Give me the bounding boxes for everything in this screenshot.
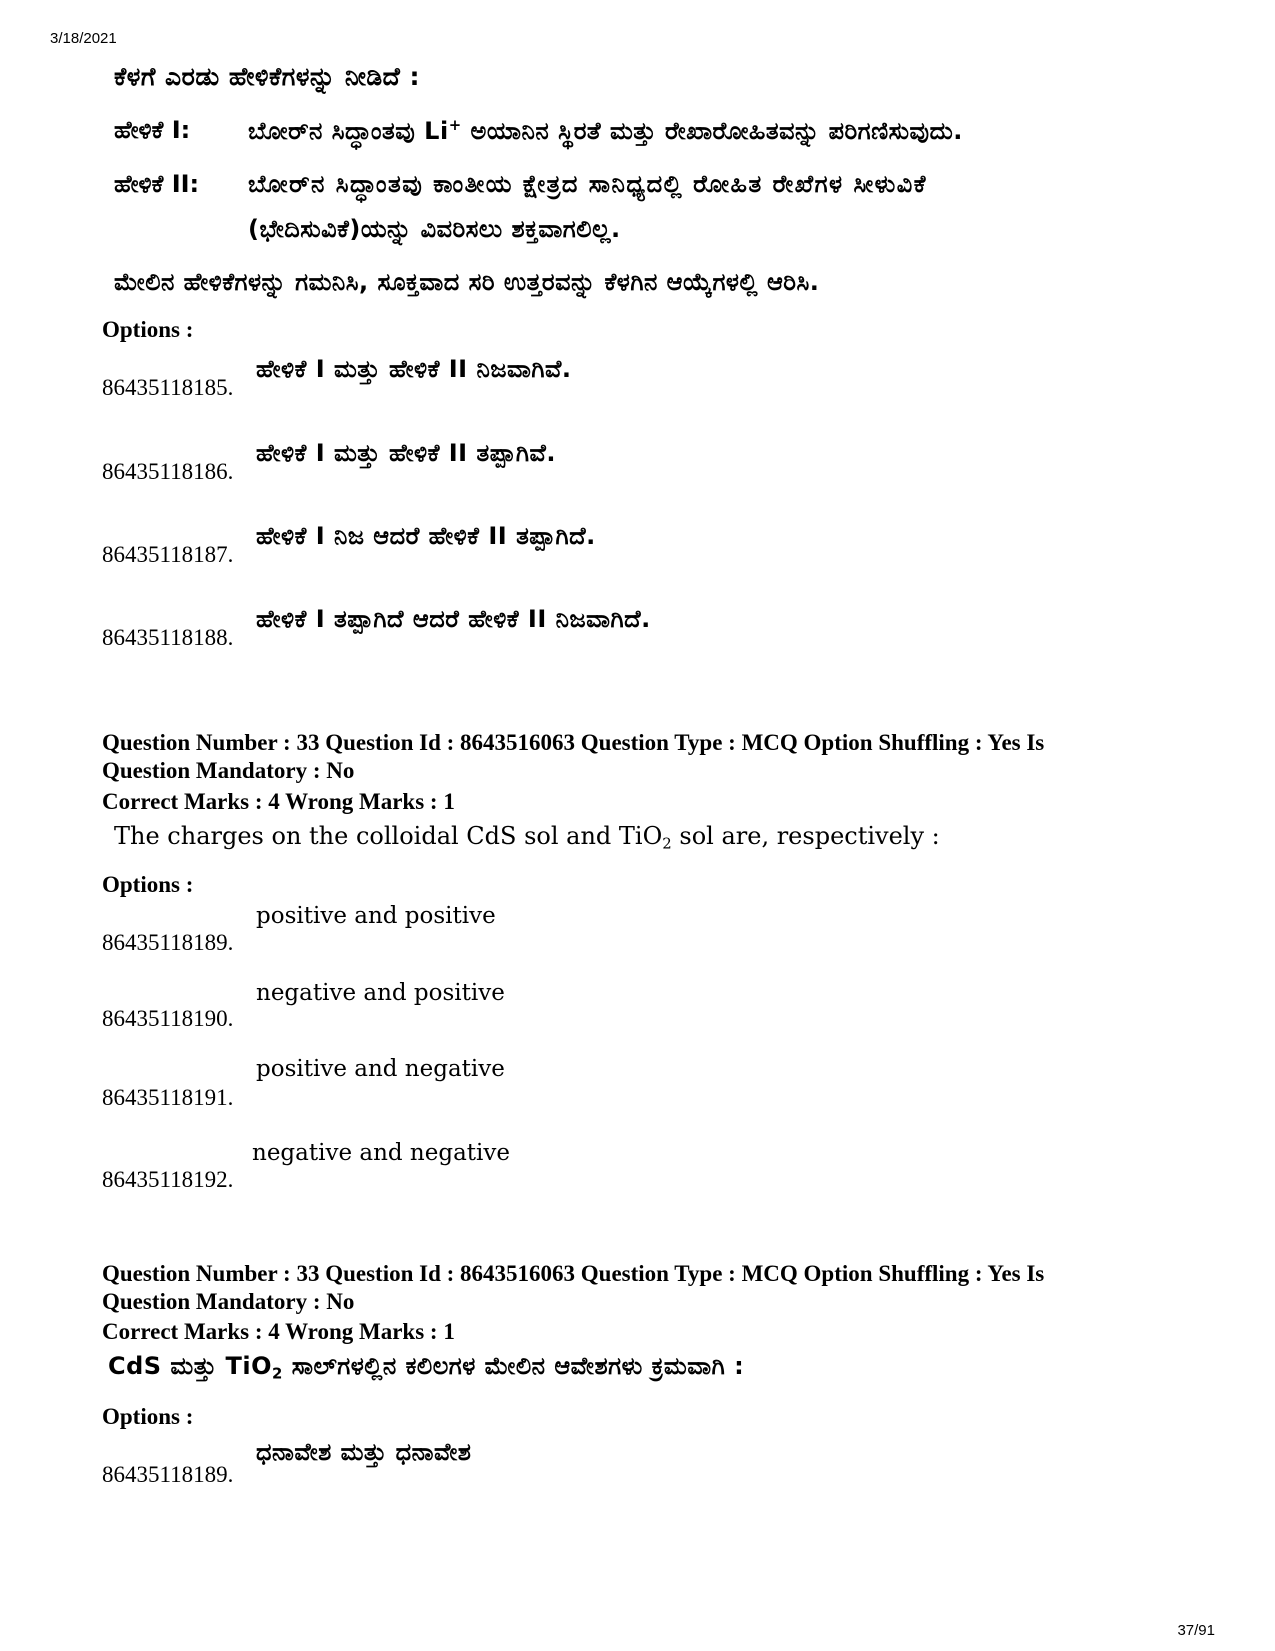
option-text: ಹೇಳಿಕೆ I ತಪ್ಪಾಗಿದೆ ಆದರೆ ಹೇಳಿಕೆ II ನಿಜವಾಗಿದೆ.: [256, 605, 651, 633]
option-id: 86435118189.: [102, 930, 234, 955]
option-id: 86435118189.: [102, 1462, 234, 1487]
options-label: Options :: [102, 1404, 194, 1429]
option-id: 86435118190.: [102, 1006, 234, 1031]
option-id: 86435118187.: [102, 542, 234, 567]
question-text: CdS ಮತ್ತು TiO$_2$ ಸಾಲ್‌ಗಳಲ್ಲಿನ ಕಲಿಲಗಳ ಮೇಲಿನ ಆವೇಶಗಳು ಕ್ರಮವಾಗಿ :: [108, 1352, 745, 1383]
option-text: negative and negative: [252, 1140, 510, 1166]
statement-1-label: ಹೇಳಿಕೆ I:: [114, 116, 191, 144]
option-text: ಹೇಳಿಕೆ I ಮತ್ತು ಹೇಳಿಕೆ II ತಪ್ಪಾಗಿವೆ.: [256, 439, 557, 467]
statements-intro: ಕೆಳಗೆ ಎರಡು ಹೇಳಿಕೆಗಳನ್ನು ನೀಡಿದೆ :: [114, 62, 421, 91]
question-meta: Question Number : 33 Question Id : 8643516063 Question Type : MCQ Option Shuffling : Yes Is Question Mandatory : No: [102, 1261, 1045, 1314]
option-id: 86435118188.: [102, 625, 234, 650]
options-label: Options :: [102, 317, 194, 342]
statement-1-text: ಬೋರ್‌ನ ಸಿದ್ಧಾಂತವು Li+ ಅಯಾನಿನ ಸ್ಥಿರತೆ ಮತ್ತು ರೇಖಾರೋಹಿತವನ್ನು ಪರಿಗಣಿಸುವುದು.: [248, 116, 963, 145]
option-text: ಹೇಳಿಕೆ I ನಿಜ ಆದರೆ ಹೇಳಿಕೆ II ತಪ್ಪಾಗಿದೆ.: [256, 522, 596, 550]
options-label: Options :: [102, 872, 194, 897]
statements-instruction: ಮೇಲಿನ ಹೇಳಿಕೆಗಳನ್ನು ಗಮನಿಸಿ, ಸೂಕ್ತವಾದ ಸರಿ ಉತ್ತರವನ್ನು ಕೆಳಗಿನ ಆಯ್ಕೆಗಳಲ್ಲಿ ಆರಿಸಿ.: [114, 268, 820, 296]
option-text: ಹೇಳಿಕೆ I ಮತ್ತು ಹೇಳಿಕೆ II ನಿಜವಾಗಿವೆ.: [256, 355, 572, 383]
option-text: positive and positive: [256, 903, 496, 929]
statement-2-line-2: (ಭೇದಿಸುವಿಕೆ)ಯನ್ನು ವಿವರಿಸಲು ಶಕ್ತವಾಗಲಿಲ್ಲ.: [248, 215, 621, 243]
statement-2-line-1: ಬೋರ್‌ನ ಸಿದ್ಧಾಂತವು ಕಾಂತೀಯ ಕ್ಷೇತ್ರದ ಸಾನಿಧ್ಯದಲ್ಲಿ ರೋಹಿತ ರೇಖೆಗಳ ಸೀಳುವಿಕೆ: [248, 170, 928, 198]
option-text: positive and negative: [256, 1056, 505, 1082]
option-id: 86435118185.: [102, 375, 234, 400]
option-text: negative and positive: [256, 980, 505, 1006]
statement-2-label: ಹೇಳಿಕೆ II:: [114, 170, 200, 198]
option-id: 86435118186.: [102, 459, 234, 484]
question-meta: Question Number : 33 Question Id : 8643516063 Question Type : MCQ Option Shuffling : Yes Is Question Mandatory : No: [102, 730, 1045, 783]
question-marks: Correct Marks : 4 Wrong Marks : 1: [102, 1319, 455, 1344]
page-number: 37/91: [1177, 1622, 1215, 1639]
option-id: 86435118192.: [102, 1167, 234, 1192]
page-date: 3/18/2021: [50, 30, 117, 47]
option-id: 86435118191.: [102, 1085, 234, 1110]
question-marks: Correct Marks : 4 Wrong Marks : 1: [102, 789, 455, 814]
option-text: ಧನಾವೇಶ ಮತ್ತು ಧನಾವೇಶ: [256, 1438, 472, 1466]
question-text: The charges on the colloidal CdS sol and TiO$_2$ sol are, respectively :: [114, 822, 940, 853]
